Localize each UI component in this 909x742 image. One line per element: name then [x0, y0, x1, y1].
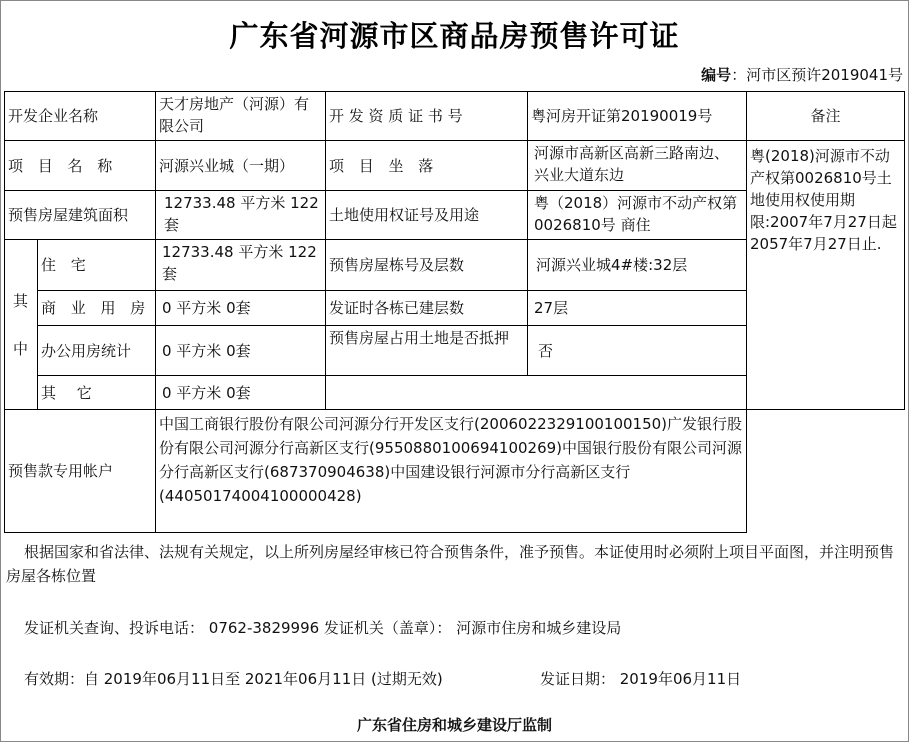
- location-label: 项 目 坐 落: [325, 140, 528, 191]
- commercial-label: 商 业 用 房: [37, 290, 156, 326]
- building-label: 预售房屋栋号及层数: [325, 239, 528, 291]
- breakdown-group-label: [4, 239, 38, 410]
- commercial-value: 0 平方米 0套: [155, 290, 326, 326]
- account-label: 预售款专用帐户: [4, 409, 156, 533]
- land-label: 土地使用权证号及用途: [325, 190, 528, 240]
- location-value: 河源市高新区高新三路南边、兴业大道东边: [527, 140, 747, 191]
- other-value: 0 平方米 0套: [155, 375, 326, 410]
- issue-date-line: 发证日期： 2019年06月11日: [540, 670, 742, 688]
- validity-line: 有效期：自 2019年06月11日至 2021年06月11日 (过期无效): [24, 670, 443, 688]
- mortgage-label: 预售房屋占用土地是否抵押: [325, 325, 528, 376]
- remarks-label: 备注: [746, 91, 905, 141]
- account-value: 中国工商银行股份有限公司河源分行开发区支行(2006022329100100150)广发银行股份有限公司河源分行高新区支行(9550880100694100269)中国银行股份有限公司河源分行高新区支行(687370904638)中国建设银行河源市分行高新区支行(44050174004100000428): [155, 409, 747, 533]
- mortgage-value: 否: [527, 325, 747, 376]
- serial-value: ：河市区预许2019041号: [731, 66, 903, 84]
- group-label-1: 其: [12, 292, 28, 310]
- other-label: 其 它: [37, 375, 156, 410]
- area-label: 预售房屋建筑面积: [4, 190, 156, 240]
- document-title: 广东省河源市区商品房预售许可证: [229, 19, 680, 53]
- cert-value: 粤河房开证第20190019号: [527, 91, 747, 141]
- office-label: 办公用房统计: [37, 325, 156, 376]
- group-label-2: 中: [12, 340, 28, 358]
- developer-label: 开发企业名称: [4, 91, 156, 141]
- built-floors-label: 发证时各栋已建层数: [325, 290, 528, 326]
- office-value: 0 平方米 0套: [155, 325, 326, 376]
- project-label: 项 目 名 称: [4, 140, 156, 191]
- residential-value: 12733.48 平方米 122套: [155, 239, 326, 291]
- project-value: 河源兴业城（一期）: [155, 140, 326, 191]
- residential-label: 住 宅: [37, 239, 156, 291]
- building-value: 河源兴业城4#楼:32层: [527, 239, 747, 291]
- cert-label: 开 发 资 质 证 书 号: [325, 91, 528, 141]
- remarks-value: 粤(2018)河源市不动产权第0026810号土地使用权使用期限:2007年7月27日起2057年7月27日止.: [746, 140, 905, 410]
- empty-cell: [325, 375, 747, 410]
- serial-label: 编号: [701, 66, 732, 84]
- area-value: 12733.48 平方米 122套: [155, 190, 326, 240]
- land-value: 粤（2018）河源市不动产权第0026810号 商住: [527, 190, 747, 240]
- issuer-footer: 广东省住房和城乡建设厅监制: [356, 716, 552, 734]
- statement-text: 根据国家和省法律、法规有关规定，以上所列房屋经审核已符合预售条件，准予预售。本证使用时必须附上项目平面图，并注明预售房屋各栋位置: [6, 543, 895, 585]
- built-floors-value: 27层: [527, 290, 747, 326]
- developer-value: 天才房地产（河源）有限公司: [155, 91, 326, 141]
- contact-line: 发证机关查询、投诉电话： 0762-3829996 发证机关（盖章）： 河源市住房和城乡建设局: [24, 619, 622, 637]
